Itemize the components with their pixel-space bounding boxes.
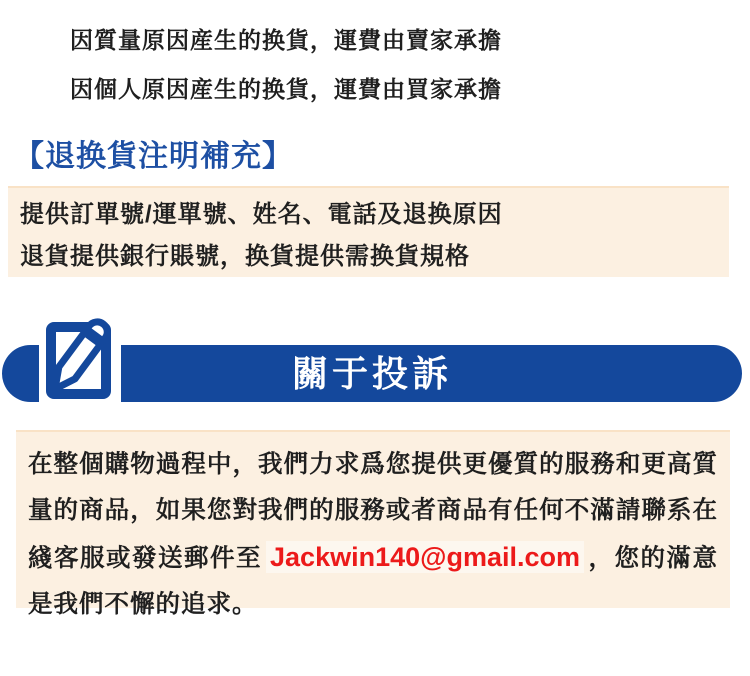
complaint-banner-title: 關于投訴: [291, 353, 452, 394]
edit-pencil-icon: [39, 306, 121, 403]
complaint-text: [28, 442, 718, 628]
exchange-policy-line-quality: 因質量原因産生的换貨，運費由賣家承擔: [70, 27, 502, 53]
return-note-line-1: 提供訂單號/運單號、姓名、電話及退换原因: [20, 201, 503, 228]
return-note-box: [8, 186, 729, 277]
return-note-heading: 【退换貨注明補充】: [14, 140, 293, 173]
complaint-text-before: 在整個購物過程中，我們力求爲您提供更優質的服務和更高質量的商品，如果您對我們的服務或者商品有任何不滿請聯系在綫客服或發送郵件至: [28, 451, 718, 572]
complaint-text-after: ，您的滿意是我們不懈的追求。: [28, 545, 719, 618]
complaint-box: [16, 430, 730, 618]
exchange-policy-line-personal: 因個人原因産生的换貨，運費由買家承擔: [70, 76, 502, 102]
complaint-email-link[interactable]: Jackwin140@gmail.com: [266, 541, 584, 573]
return-note-line-2: 退貨提供銀行賬號，换貨提供需换貨規格: [20, 243, 470, 270]
